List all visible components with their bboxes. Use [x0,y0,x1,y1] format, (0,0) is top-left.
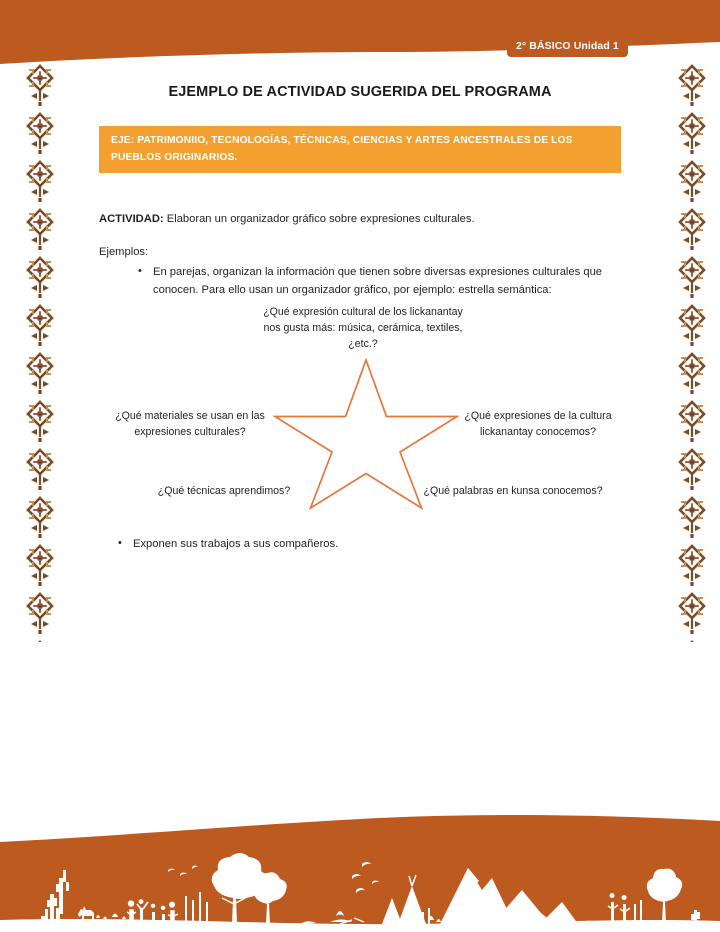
list-item-text: Exponen sus trabajos a sus compañeros. [133,538,339,550]
semantic-star-diagram [90,300,630,515]
page-title: EJEMPLO DE ACTIVIDAD SUGERIDA DEL PROGRAMA [168,84,552,100]
right-decorative-border [672,60,712,642]
activity-text: Elaboran un organizador gráfico sobre expresiones culturales. [163,213,475,225]
list-item-text: En parejas, organizan la información que tienen sobre diversas expresiones culturales que conocen. Para ello usan un organizador gráfico, por ejemplo: estrella semántica: [153,266,603,297]
list-item [115,535,595,553]
unit-badge: 2° BÁSICO Unidad 1 [507,36,628,57]
examples-label: Ejemplos: [99,246,149,258]
unit-badge-container [507,36,628,57]
star-label-left: ¿Qué materiales se usan en las expresiones culturales? [115,410,265,439]
star-label-top: ¿Qué expresión cultural de los lickanantay nos gusta más: música, cerámica, textiles, ¿etc.? [263,306,463,351]
bullet-marker-icon: • [118,537,122,549]
star-label-right: ¿Qué expresiones de la cultura lickanantay conocemos? [464,410,612,439]
header-wave-decoration [0,0,720,70]
star-label-bottom-right: ¿Qué palabras en kunsa conocemos? [423,485,603,497]
star-label-bottom-left: ¿Qué técnicas aprendimos? [157,485,291,497]
eje-banner: EJE: PATRIMONIIO, TECNOLOGÍAS, TÉCNICAS, CIENCIAS Y ARTES ANCESTRALES DE LOS PUEBLOS ORIGINARIOS. [99,126,621,173]
list-item [135,263,627,299]
bullet-marker-icon: • [138,265,142,277]
activity-label: ACTIVIDAD: [99,213,164,225]
footer-landscape-illustration [0,812,720,932]
activity-line [99,211,475,227]
left-decorative-border [20,60,60,642]
five-pointed-star-icon [273,358,459,510]
